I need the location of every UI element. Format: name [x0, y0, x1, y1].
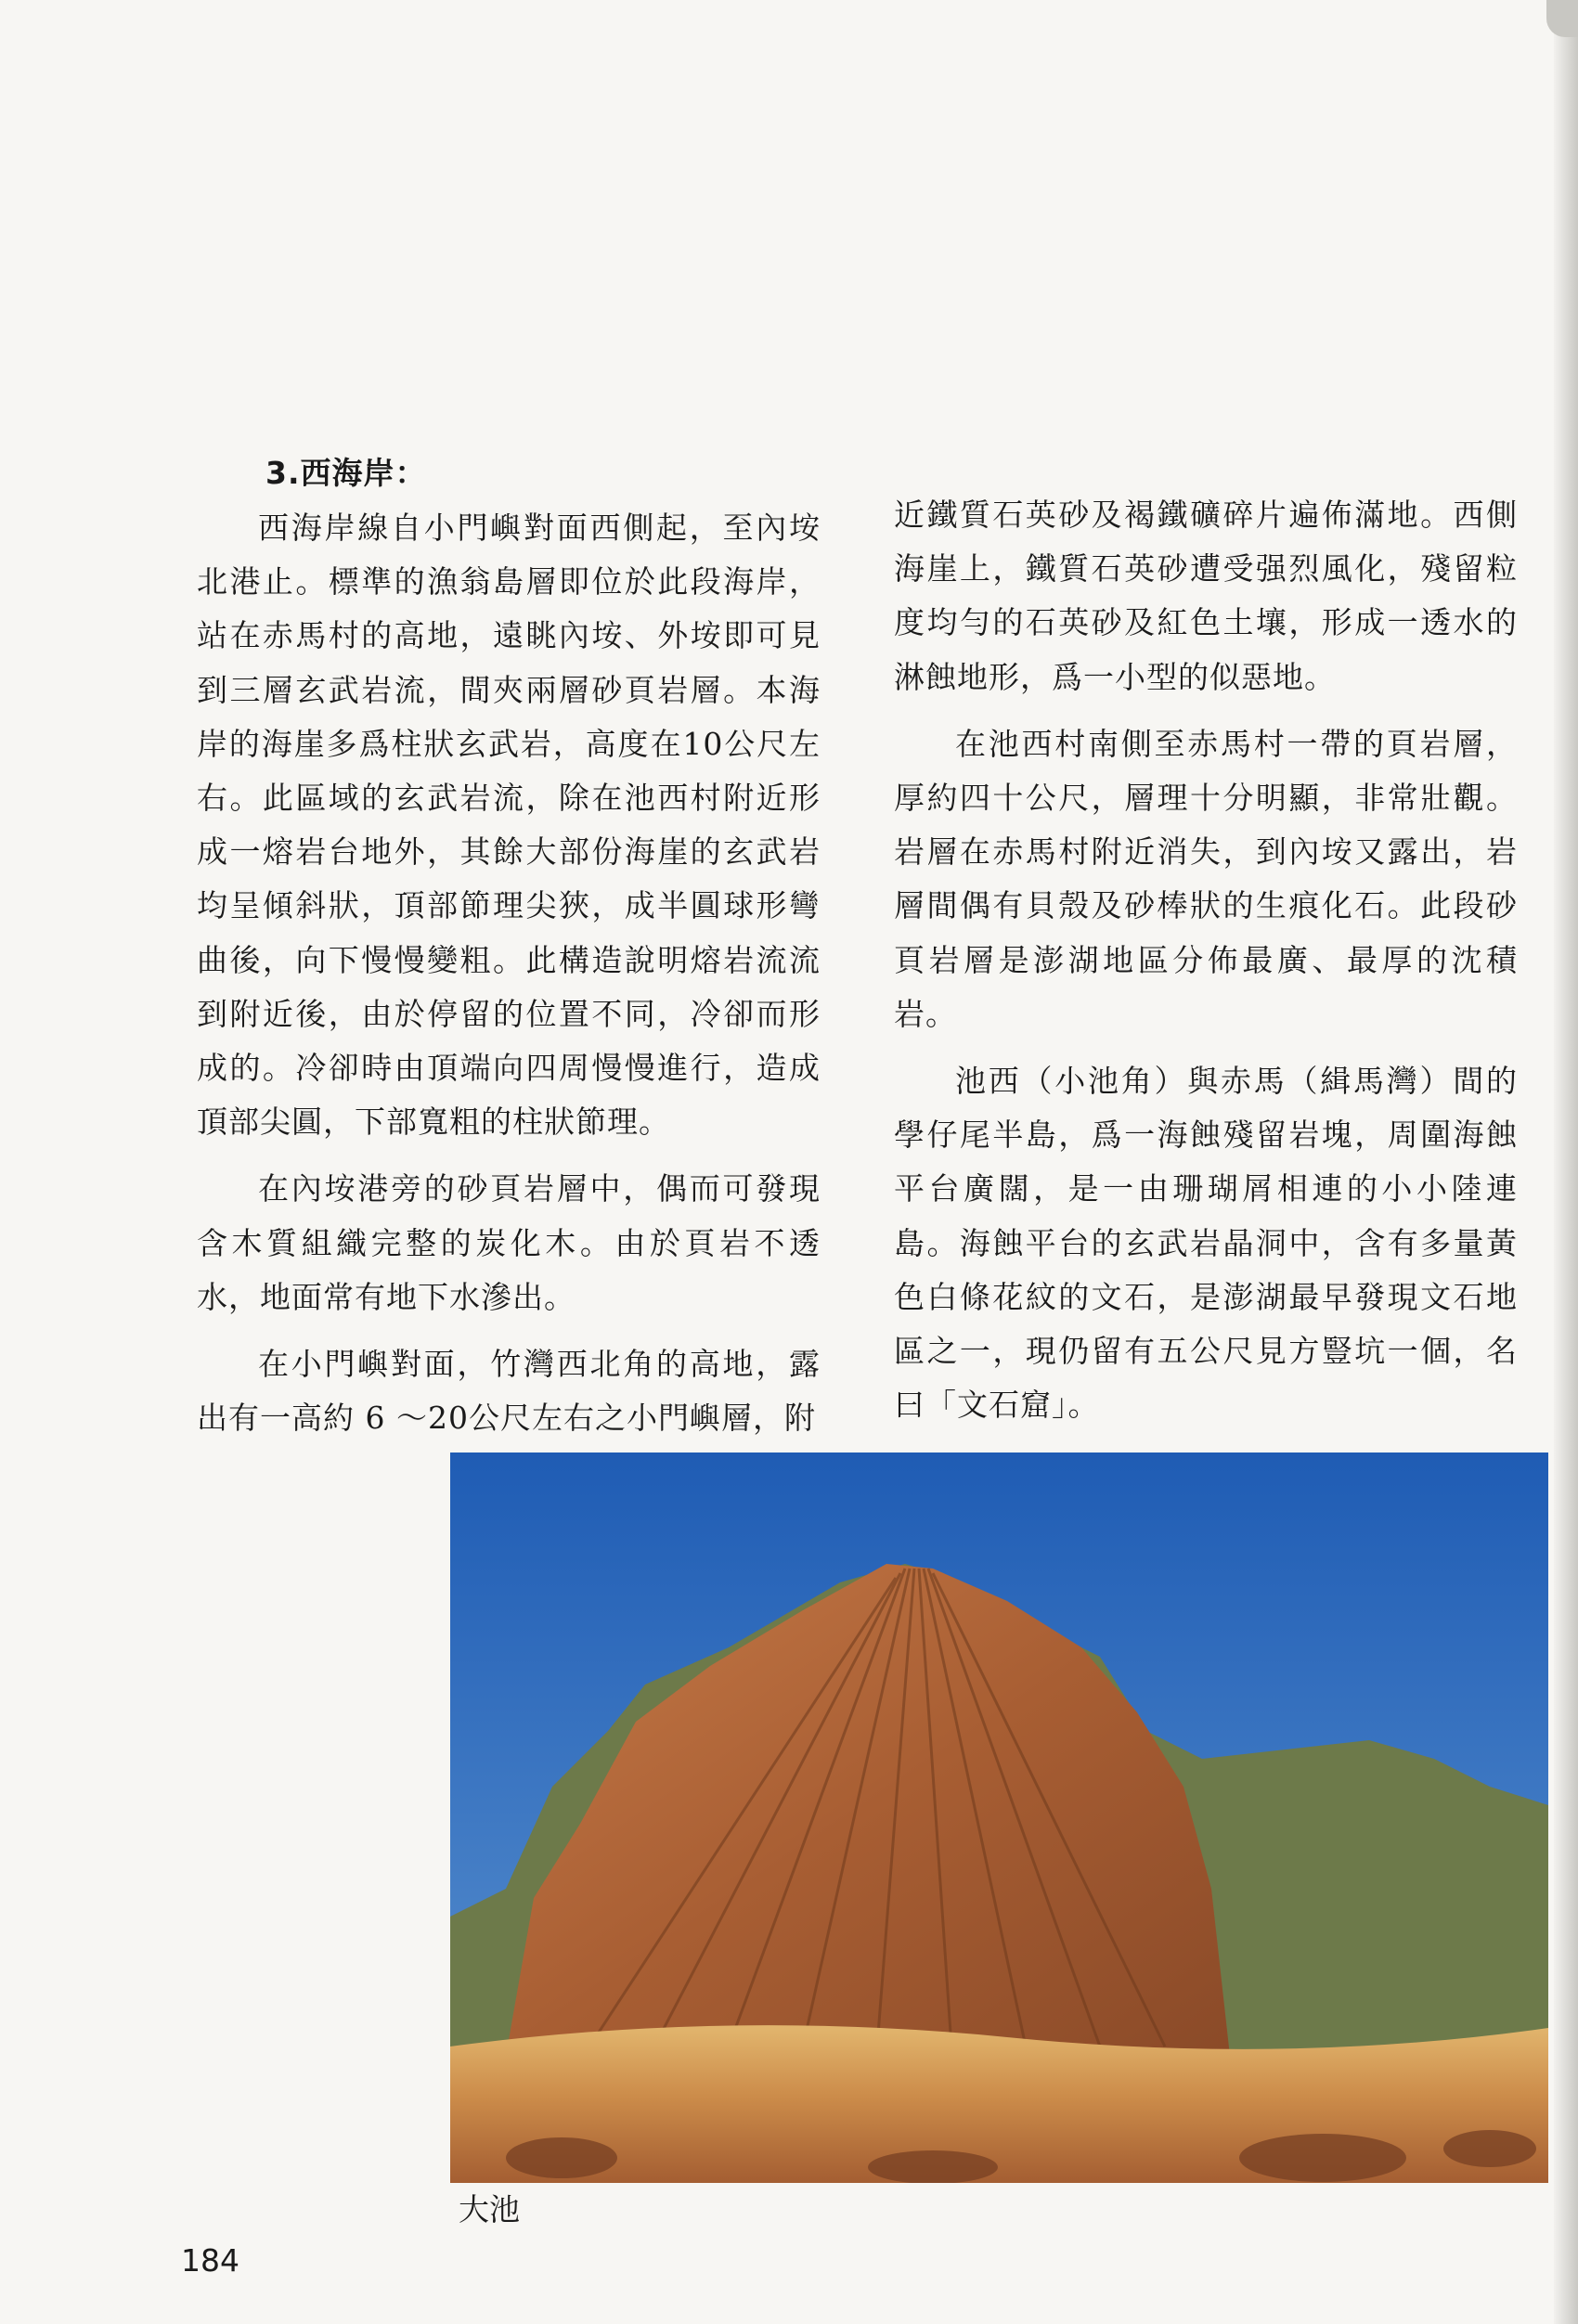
basalt-outcrop-photo [450, 1452, 1548, 2183]
paragraph: 在池西村南側至赤馬村一帶的頁岩層，厚約四十公尺，層理十分明顯，非常壯觀。岩層在赤馬村附近消失，到內垵又露出，岩層間偶有貝殼及砂棒狀的生痕化石。此段砂頁岩層是澎湖地區分佈最廣、最厚的沈積岩。 [894, 725, 1518, 1032]
paragraph: 西海岸線自小門嶼對面西側起，至內垵北港止。標準的漁翁島層即位於此段海岸，站在赤馬村的高地，遠眺內垵、外垵即可見到三層玄武岩流，間夾兩層砂頁岩層。本海岸的海崖多爲柱狀玄武岩，高度在10公尺左右。此區域的玄武岩流，除在池西村附近形成一熔岩台地外，其餘大部份海崖的玄武岩均呈傾斜狀，頂部節理尖狹，成半圓球形彎曲後，向下慢慢變粗。此構造說明熔岩流流到附近後，由於停留的位置不同，冷卻而形成的。冷卻時由頂端向四周慢慢進行，造成頂部尖圓，下部寬粗的柱狀節理。 [197, 510, 821, 1141]
paragraph: 池西（小池角）與赤馬（緝馬灣）間的學仔尾半島，爲一海蝕殘留岩塊，周圍海蝕平台廣闊，是一由珊瑚屑相連的小小陸連島。海蝕平台的玄武岩晶洞中，含有多量黃色白條花紋的文石，是澎湖最早發現文石地區之一，現仍留有五公尺見方豎坑一個，名曰「文石窟」。 [894, 1063, 1518, 1424]
section-heading: 3.西海岸： [265, 455, 427, 491]
paragraph-continued: 近鐵質石英砂及褐鐵礦碎片遍佈滿地。西側海崖上，鐵質石英砂遭受强烈風化，殘留粒度均勻的石英砂及紅色土壤，形成一透水的淋蝕地形，爲一小型的似惡地。 [894, 497, 1518, 695]
right-column [894, 488, 1518, 1445]
photo-caption: 大池 [459, 2191, 520, 2227]
corner-mark [1546, 0, 1578, 37]
basalt-outcrop-illustration [450, 1452, 1548, 2183]
paragraph: 在小門嶼對面，竹灣西北角的高地，露出有一高約 6 ～20公尺左右之小門嶼層，附 [197, 1346, 821, 1437]
paragraph: 在內垵港旁的砂頁岩層中，偶而可發現含木質組織完整的炭化木。由於頁岩不透水，地面常有地下水滲出。 [197, 1170, 821, 1315]
page-edge [1554, 0, 1578, 2324]
page-number: 184 [181, 2242, 239, 2279]
left-column [197, 453, 821, 1458]
